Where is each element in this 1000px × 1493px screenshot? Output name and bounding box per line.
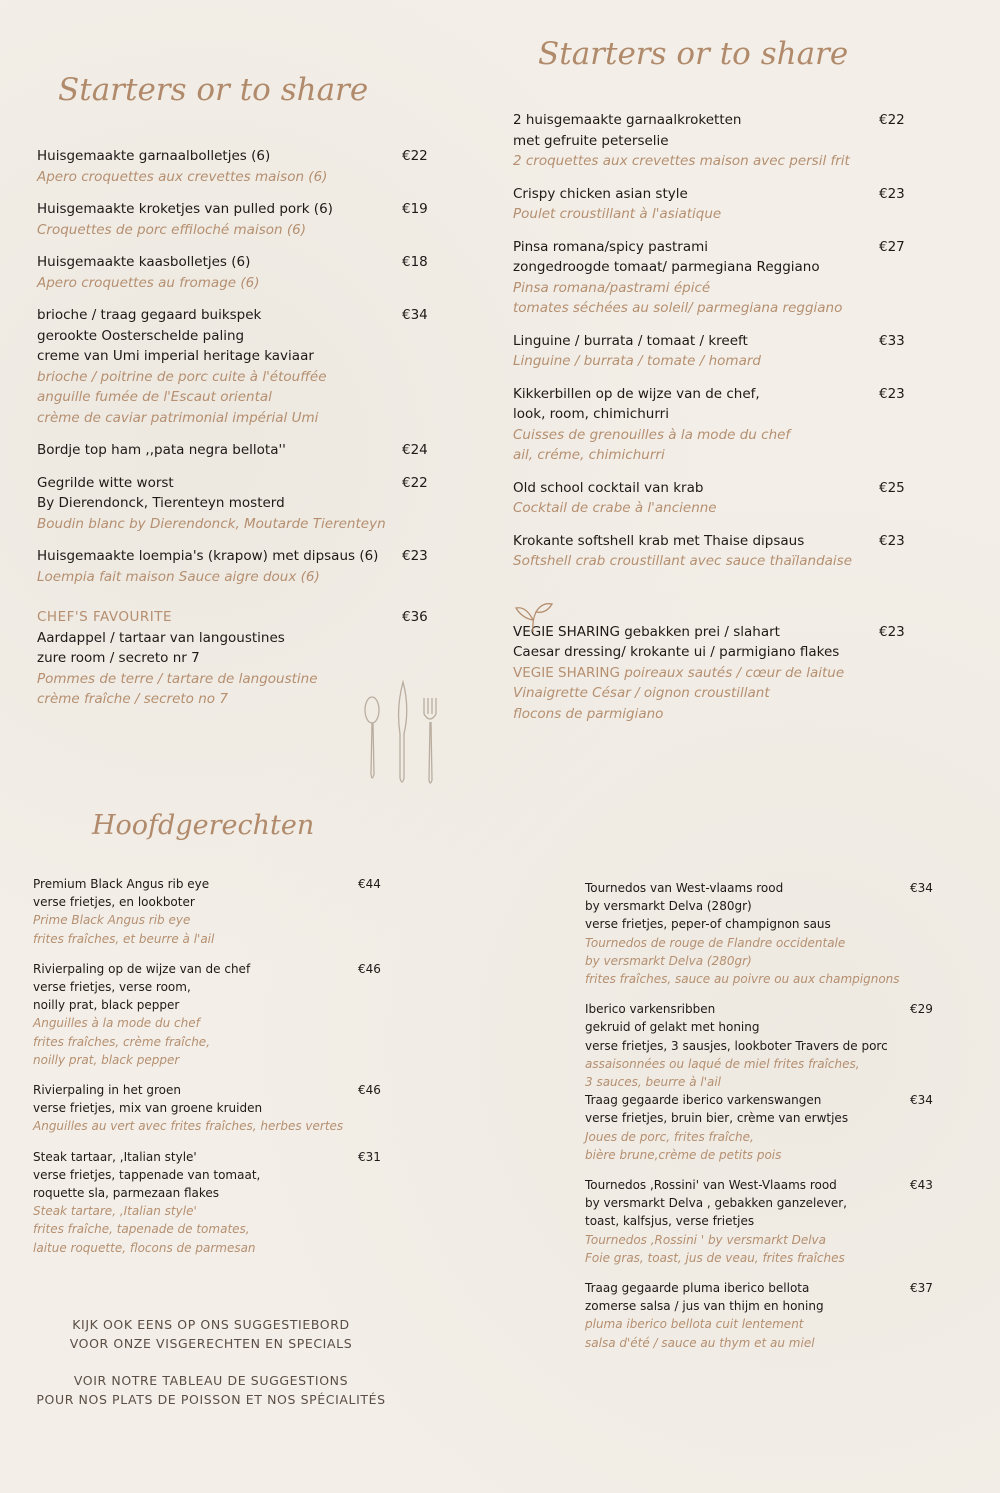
menu-item — [513, 478, 913, 519]
dish-translation-text: Apero croquettes au fromage (6) — [37, 274, 260, 291]
dish-translation-line — [513, 498, 913, 519]
dish-name-line: verse frietjes, mix van groene kruiden — [33, 1101, 263, 1116]
price-label: €34 — [910, 881, 933, 895]
dish-translation-line — [585, 1249, 955, 1267]
price-label: €43 — [910, 1178, 933, 1193]
menu-item — [513, 110, 913, 172]
dish-name-line: Traag gegaarde iberico varkenswangen — [585, 1093, 822, 1108]
dish-name-line: Old school cocktail van krab — [513, 479, 704, 496]
price-label: €23 — [879, 532, 905, 549]
dish-name-line: Premium Black Angus rib eye — [33, 877, 210, 891]
dish-name-line: Linguine / burrata / tomaat / kreeft — [513, 332, 748, 349]
dish-translation-line — [513, 278, 913, 299]
menu-item — [37, 199, 437, 240]
dish-name-line: VEGIE SHARING gebakken prei / slahart — [513, 623, 780, 640]
price-label: €36 — [402, 609, 428, 625]
price-label: €25 — [879, 479, 905, 496]
footer-note-fr — [20, 1372, 402, 1409]
price-label: €22 — [402, 148, 428, 164]
dish-translation-text: 3 sauces, beurre à l'ail — [585, 1075, 722, 1090]
dish-translation-text: Steak tartare, ,Italian style' — [33, 1204, 197, 1219]
dish-translation-line — [513, 425, 913, 446]
dish-translation-line — [33, 1051, 403, 1069]
dish-translation-line — [33, 930, 403, 948]
dish-name-line: toast, kalfsjus, verse frietjes — [585, 1214, 755, 1229]
dish-translation-line — [33, 1033, 403, 1051]
vegie-sharing-label: VEGIE SHARING — [513, 664, 620, 681]
dish-translation-line — [513, 298, 913, 319]
dish-translation-text: Softshell crab croustillant avec sauce thaïlandaise — [513, 553, 852, 569]
dish-translation-text: Croquettes de porc effiloché maison (6) — [37, 221, 306, 238]
price-label: €34 — [402, 307, 428, 323]
price-label: €23 — [879, 623, 905, 640]
dish-translation-text: crème fraîche / secreto no 7 — [37, 691, 228, 707]
dish-translation-line — [33, 1014, 403, 1032]
dish-name-line: Caesar dressing/ krokante ui / parmigiano flakes — [513, 644, 840, 660]
starters-left-heading: Starters or to share — [58, 72, 369, 108]
dish-translation-line — [37, 514, 437, 535]
dish-translation-text: Boudin blanc by Dierendonck, Moutarde Tierenteyn — [37, 515, 386, 532]
price-label: €23 — [402, 548, 428, 564]
dish-translation-text: Cocktail de crabe à l'ancienne — [513, 500, 717, 516]
dish-name-line: verse frietjes, peper-of champignon saus — [585, 917, 831, 932]
menu-item — [37, 440, 437, 461]
dish-name-line: brioche / traag gegaard buikspek — [37, 307, 262, 323]
dish-translation-text: frites fraîche, tapenade de tomates, — [33, 1222, 250, 1237]
menu-item — [585, 1091, 955, 1164]
menu-item — [513, 622, 913, 725]
footer-nl-line: VOOR ONZE VISGERECHTEN EN SPECIALS — [69, 1335, 353, 1351]
starters-right-heading: Starters or to share — [538, 36, 849, 72]
price-label: €23 — [879, 385, 905, 402]
menu-item — [513, 531, 913, 572]
footer-note-nl — [20, 1316, 402, 1353]
dish-translation-text: Loempia fait maison Sauce aigre doux (6) — [37, 568, 320, 585]
dish-translation-text: Anguilles au vert avec frites fraîches, herbes vertes — [33, 1119, 344, 1134]
price-label: €46 — [358, 1083, 381, 1098]
menu-item — [37, 546, 437, 587]
dish-translation-line — [513, 704, 913, 725]
price-label: €24 — [402, 442, 428, 458]
dish-name-line: Rivierpaling in het groen — [33, 1083, 181, 1098]
price-label: €44 — [358, 877, 381, 891]
dish-translation-line — [37, 167, 437, 188]
menu-item — [33, 875, 403, 948]
footer-nl-line: KIJK OOK EENS OP ONS SUGGESTIEBORD — [72, 1317, 350, 1332]
menu-item — [33, 1148, 403, 1257]
dish-translation-text: Poulet croustillant à l'asiatique — [513, 206, 722, 222]
dish-translation-text: Tournedos de rouge de Flandre occidentale — [585, 935, 846, 950]
menu-item — [585, 1279, 955, 1352]
dish-translation-text: noilly prat, black pepper — [33, 1052, 180, 1067]
dish-translation-line — [33, 911, 403, 929]
dish-name-line: gekruid of gelakt met honing — [585, 1020, 760, 1035]
dish-name-line: Gegrilde witte worst — [37, 474, 174, 491]
dish-translation-line — [513, 551, 913, 572]
dish-name-line: Crispy chicken asian style — [513, 185, 688, 202]
menu-item — [513, 384, 913, 466]
dish-name-line: verse frietjes, tappenade van tomaat, — [33, 1167, 261, 1182]
dish-translation-text: assaisonnées ou laqué de miel frites fraîches, — [585, 1056, 860, 1071]
price-label: €23 — [879, 185, 905, 202]
dish-name-line: met gefruite peterselie — [513, 132, 669, 149]
dish-translation-line — [513, 445, 913, 466]
dish-translation-line — [585, 1334, 955, 1352]
dish-translation-text: Pommes de terre / tartare de langoustine — [37, 670, 318, 687]
dish-name-line: Bordje top ham ,,pata negra bellota'' — [37, 442, 286, 458]
dish-translation-line — [585, 970, 955, 988]
dish-name-line: Huisgemaakte loempia's (krapow) met dipsaus (6) — [37, 548, 379, 564]
price-label: €46 — [358, 961, 381, 976]
starters-left-list — [37, 146, 437, 722]
dish-translation-line — [37, 367, 437, 388]
dish-name-line: Traag gegaarde pluma iberico bellota — [585, 1281, 810, 1296]
menu-item — [37, 305, 437, 428]
chef-favourite-tag: CHEF'S FAVOURITE — [37, 609, 172, 625]
dish-translation-line — [585, 1128, 955, 1146]
dish-name-line: noilly prat, black pepper — [33, 998, 180, 1013]
dish-name-line: verse frietjes, en lookboter — [33, 895, 195, 910]
dish-translation-line — [37, 387, 437, 408]
menu-item — [513, 237, 913, 319]
dish-translation-line — [513, 204, 913, 225]
price-label: €27 — [879, 238, 905, 255]
dish-name-line: zomerse salsa / jus van thijm en honing — [585, 1299, 824, 1314]
sprout-icon — [512, 600, 554, 634]
dish-name-line: by versmarkt Delva (280gr) — [585, 899, 752, 914]
dish-translation-text: Anguilles à la mode du chef — [33, 1016, 200, 1031]
dish-name-line: creme van Umi imperial heritage kaviaar — [37, 348, 314, 364]
dish-translation-text: Foie gras, toast, jus de veau, frites fraîches — [585, 1250, 845, 1265]
dish-translation-line — [33, 1239, 403, 1257]
dish-name-line: zongedroogde tomaat/ parmegiana Reggiano — [513, 259, 820, 275]
dish-translation-line — [585, 1073, 955, 1091]
dish-translation-text: pluma iberico bellota cuit lentement — [585, 1317, 804, 1332]
dish-name-line: Iberico varkensribben — [585, 1002, 716, 1017]
dish-name-line: By Dierendonck, Tierenteyn mosterd — [37, 495, 285, 511]
mains-heading: Hoofdgerechten — [92, 810, 315, 841]
dish-translation-text: crème de caviar patrimonial impérial Umi — [37, 409, 319, 426]
dish-name-line: Huisgemaakte kroketjes van pulled pork (6) — [37, 201, 333, 217]
menu-item — [585, 879, 955, 988]
price-label: €29 — [910, 1002, 933, 1017]
dish-name-line: Krokante softshell krab met Thaise dipsaus — [513, 532, 805, 549]
dish-translation-line — [33, 1117, 403, 1135]
mains-right-list — [585, 879, 955, 1364]
cutlery-icon — [358, 678, 444, 790]
dish-name-line: Aardappel / tartaar van langoustines — [37, 629, 285, 646]
menu-item — [513, 331, 913, 372]
menu-item — [37, 146, 437, 187]
dish-name-line: by versmarkt Delva , gebakken ganzelever, — [585, 1196, 847, 1211]
dish-translation-text: salsa d'été / sauce au thym et au miel — [585, 1335, 815, 1350]
price-label: €18 — [402, 254, 428, 270]
footer-fr-line: POUR NOS PLATS DE POISSON ET NOS SPÉCIALITÉS — [36, 1391, 386, 1407]
dish-name-line: look, room, chimichurri — [513, 406, 669, 422]
dish-translation-text: frites fraîches, sauce au poivre ou aux champignons — [585, 972, 900, 987]
starters-right-list — [513, 110, 913, 736]
dish-translation-text: Apero croquettes aux crevettes maison (6) — [37, 168, 328, 185]
dish-translation-line — [513, 351, 913, 372]
dish-name-line: zure room / secreto nr 7 — [37, 650, 200, 666]
dish-translation-line — [37, 408, 437, 429]
dish-name-line: verse frietjes, verse room, — [33, 980, 191, 995]
dish-translation-line — [37, 273, 437, 294]
dish-translation-line — [585, 934, 955, 952]
dish-translation-line — [513, 151, 913, 172]
dish-translation-text: Cuisses de grenouilles à la mode du chef — [513, 426, 791, 443]
dish-translation-text: brioche / poitrine de porc cuite à l'étouffée — [37, 368, 327, 385]
mains-left-list — [33, 875, 403, 1269]
dish-name-line: roquette sla, parmezaan flakes — [33, 1186, 220, 1201]
dish-translation-text: ail, créme, chimichurri — [513, 447, 665, 463]
price-label: €22 — [879, 112, 905, 128]
dish-translation-text: Joues de porc, frites fraîche, — [585, 1129, 754, 1144]
dish-translation-text: Tournedos ,Rossini ' by versmarkt Delva — [585, 1232, 827, 1247]
dish-name-line: Steak tartaar, ,Italian style' — [33, 1149, 197, 1164]
menu-item — [585, 1000, 955, 1091]
dish-translation-text: Linguine / burrata / tomate / homard — [513, 353, 761, 369]
dish-name-line: Huisgemaakte garnaalbolletjes (6) — [37, 148, 271, 164]
dish-name-line: Tournedos ,Rossini' van West-Vlaams rood — [585, 1178, 837, 1193]
menu-item — [37, 473, 437, 535]
dish-translation-line — [33, 1202, 403, 1220]
dish-translation-text: anguille fumée de l'Escaut oriental — [37, 389, 272, 405]
dish-name-line: verse frietjes, 3 sausjes, lookboter Travers de porc — [585, 1038, 888, 1053]
menu-item — [513, 184, 913, 225]
dish-translation-line — [585, 1146, 955, 1164]
menu-item — [33, 1081, 403, 1136]
dish-translation-line — [37, 567, 437, 588]
dish-translation-line — [585, 1055, 955, 1073]
dish-translation-text: Vinaigrette César / oignon croustillant — [513, 685, 770, 701]
dish-translation-text: 2 croquettes aux crevettes maison avec persil frit — [513, 153, 850, 169]
dish-translation-text: poireaux sautés / cœur de laitue — [619, 664, 845, 681]
dish-name-line: Tournedos van West-vlaams rood — [585, 881, 784, 895]
dish-translation-text: Pinsa romana/pastrami épicé — [513, 279, 711, 296]
dish-translation-text: by versmarkt Delva (280gr) — [585, 953, 752, 968]
dish-name-line: verse frietjes, bruin bier, crème van erwtjes — [585, 1111, 849, 1126]
price-label: €31 — [358, 1149, 381, 1164]
price-label: €19 — [402, 201, 428, 217]
menu-item — [37, 252, 437, 293]
dish-name-line: Kikkerbillen op de wijze van de chef, — [513, 385, 760, 402]
dish-name-line: 2 huisgemaakte garnaalkroketten — [513, 112, 742, 128]
price-label: €22 — [402, 474, 428, 491]
footer-fr-line: VOIR NOTRE TABLEAU DE SUGGESTIONS — [73, 1373, 349, 1388]
dish-name-line: Rivierpaling op de wijze van de chef — [33, 961, 251, 976]
dish-translation-line — [513, 663, 913, 684]
dish-translation-line — [585, 952, 955, 970]
dish-translation-text: bière brune,crème de petits pois — [585, 1147, 782, 1162]
dish-translation-text: Prime Black Angus rib eye — [33, 913, 191, 928]
price-label: €34 — [910, 1093, 933, 1108]
price-label: €37 — [910, 1281, 933, 1296]
dish-name-line: Huisgemaakte kaasbolletjes (6) — [37, 254, 251, 270]
dish-translation-line — [585, 1315, 955, 1333]
menu-item — [585, 1176, 955, 1267]
dish-translation-text: frites fraîches, crème fraîche, — [33, 1034, 211, 1049]
dish-translation-line — [585, 1231, 955, 1249]
dish-translation-text: flocons de parmigiano — [513, 705, 664, 722]
dish-translation-text: tomates séchées au soleil/ parmegiana reggiano — [513, 300, 843, 316]
dish-name-line: Pinsa romana/spicy pastrami — [513, 238, 709, 255]
dish-translation-line — [513, 683, 913, 704]
dish-name-line: gerookte Oosterschelde paling — [37, 327, 245, 344]
price-label: €33 — [879, 332, 905, 349]
dish-translation-line — [33, 1220, 403, 1238]
dish-translation-text: frites fraîches, et beurre à l'ail — [33, 931, 215, 946]
dish-translation-line — [37, 220, 437, 241]
dish-translation-text: laitue roquette, flocons de parmesan — [33, 1240, 256, 1255]
menu-item — [33, 960, 403, 1069]
